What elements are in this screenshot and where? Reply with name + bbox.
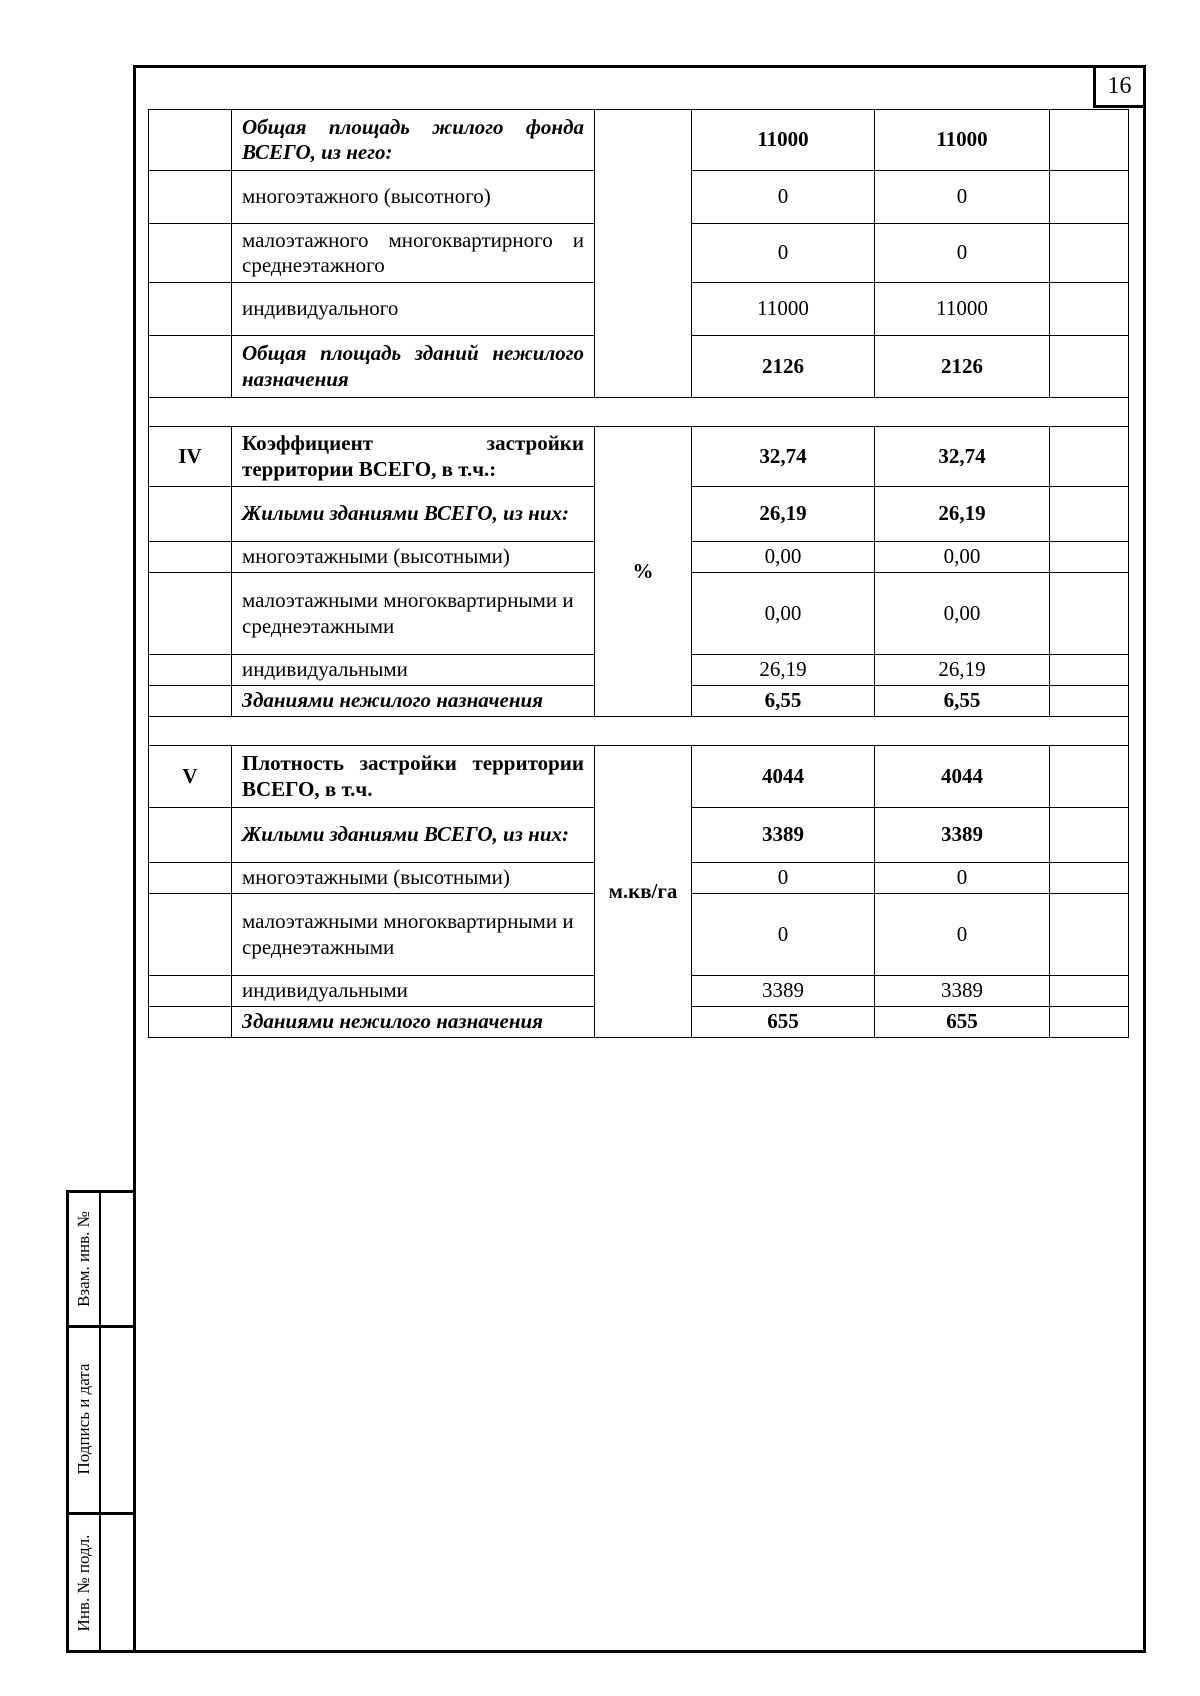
empty-cell — [1050, 894, 1129, 976]
empty-cell — [1050, 542, 1129, 573]
value-cell: 0 — [875, 863, 1050, 894]
value-cell: 11000 — [875, 110, 1050, 171]
section-cell — [149, 336, 232, 398]
row-description: многоэтажными (высотными) — [232, 863, 595, 894]
row-description: Жилыми зданиями ВСЕГО, из них: — [232, 808, 595, 863]
value-cell: 6,55 — [875, 686, 1050, 717]
row-description: малоэтажными многоквартирными и среднеэтажными — [232, 894, 595, 976]
side-value-vzam — [101, 1193, 133, 1325]
section-cell — [149, 487, 232, 542]
side-label-inv: Инв. № подл. — [74, 1534, 93, 1631]
section-cell: V — [149, 746, 232, 808]
value-cell: 0 — [875, 171, 1050, 224]
value-cell: 26,19 — [692, 487, 875, 542]
table-row — [149, 746, 1129, 808]
empty-cell — [1050, 110, 1129, 171]
unit-cell: % — [595, 427, 692, 717]
side-stamp-vzam — [66, 1190, 133, 1328]
row-description: Жилыми зданиями ВСЕГО, из них: — [232, 487, 595, 542]
row-description: индивидуальными — [232, 976, 595, 1007]
table-row — [149, 110, 1129, 171]
empty-cell — [1050, 336, 1129, 398]
section-cell — [149, 686, 232, 717]
row-description: индивидуальными — [232, 655, 595, 686]
row-description: Общая площадь зданий нежилого назначения — [232, 336, 595, 398]
value-cell: 0 — [875, 894, 1050, 976]
empty-cell — [1050, 655, 1129, 686]
value-cell: 11000 — [875, 283, 1050, 336]
value-cell: 655 — [875, 1007, 1050, 1038]
value-cell: 0,00 — [875, 542, 1050, 573]
side-stamp-podpis — [66, 1325, 133, 1515]
indicators-table — [148, 109, 1129, 1038]
row-description: многоэтажного (высотного) — [232, 171, 595, 224]
side-label-vzam: Взам. инв. № — [74, 1211, 93, 1307]
spacer-row — [149, 398, 1129, 427]
row-description: Коэффициент застройки территории ВСЕГО, в т.ч.: — [232, 427, 595, 487]
row-description: Плотность застройки территории ВСЕГО, в т.ч. — [232, 746, 595, 808]
value-cell: 0 — [692, 171, 875, 224]
value-cell: 26,19 — [875, 655, 1050, 686]
value-cell: 0 — [875, 224, 1050, 283]
row-description: Общая площадь жилого фонда ВСЕГО, из него: — [232, 110, 595, 171]
section-cell — [149, 655, 232, 686]
value-cell: 32,74 — [692, 427, 875, 487]
empty-cell — [1050, 283, 1129, 336]
value-cell: 2126 — [875, 336, 1050, 398]
section-cell — [149, 573, 232, 655]
spacer-row — [149, 717, 1129, 746]
empty-cell — [1050, 686, 1129, 717]
value-cell: 655 — [692, 1007, 875, 1038]
empty-cell — [1050, 976, 1129, 1007]
table-row — [149, 427, 1129, 487]
value-cell: 6,55 — [692, 686, 875, 717]
value-cell: 4044 — [875, 746, 1050, 808]
empty-cell — [1050, 171, 1129, 224]
row-description: индивидуального — [232, 283, 595, 336]
empty-cell — [1050, 863, 1129, 894]
section-cell — [149, 808, 232, 863]
row-description: Зданиями нежилого назначения — [232, 686, 595, 717]
unit-cell — [595, 110, 692, 398]
empty-cell — [1050, 224, 1129, 283]
value-cell: 0,00 — [692, 573, 875, 655]
value-cell: 11000 — [692, 283, 875, 336]
section-cell — [149, 283, 232, 336]
section-cell — [149, 110, 232, 171]
section-cell — [149, 224, 232, 283]
value-cell: 4044 — [692, 746, 875, 808]
side-value-podpis — [101, 1325, 133, 1512]
section-cell: IV — [149, 427, 232, 487]
value-cell: 0 — [692, 863, 875, 894]
value-cell: 32,74 — [875, 427, 1050, 487]
value-cell: 3389 — [692, 808, 875, 863]
value-cell: 26,19 — [692, 655, 875, 686]
page-number: 16 — [1093, 65, 1146, 108]
value-cell: 26,19 — [875, 487, 1050, 542]
empty-cell — [1050, 746, 1129, 808]
value-cell: 11000 — [692, 110, 875, 171]
value-cell: 0,00 — [692, 542, 875, 573]
empty-cell — [1050, 1007, 1129, 1038]
side-stamp-inv — [66, 1512, 133, 1653]
value-cell: 3389 — [692, 976, 875, 1007]
value-cell: 2126 — [692, 336, 875, 398]
empty-cell — [1050, 427, 1129, 487]
empty-cell — [1050, 487, 1129, 542]
value-cell: 0,00 — [875, 573, 1050, 655]
section-cell — [149, 542, 232, 573]
value-cell: 0 — [692, 894, 875, 976]
side-label-podpis: Подпись и дата — [74, 1363, 93, 1474]
side-value-inv — [101, 1515, 133, 1650]
row-description: Зданиями нежилого назначения — [232, 1007, 595, 1038]
section-cell — [149, 171, 232, 224]
value-cell: 3389 — [875, 976, 1050, 1007]
value-cell: 0 — [692, 224, 875, 283]
unit-cell: м.кв/га — [595, 746, 692, 1038]
section-cell — [149, 976, 232, 1007]
value-cell: 3389 — [875, 808, 1050, 863]
empty-cell — [1050, 573, 1129, 655]
section-cell — [149, 894, 232, 976]
row-description: малоэтажного многоквартирного и среднеэтажного — [232, 224, 595, 283]
row-description: малоэтажными многоквартирными и среднеэтажными — [232, 573, 595, 655]
section-cell — [149, 1007, 232, 1038]
row-description: многоэтажными (высотными) — [232, 542, 595, 573]
empty-cell — [1050, 808, 1129, 863]
section-cell — [149, 863, 232, 894]
